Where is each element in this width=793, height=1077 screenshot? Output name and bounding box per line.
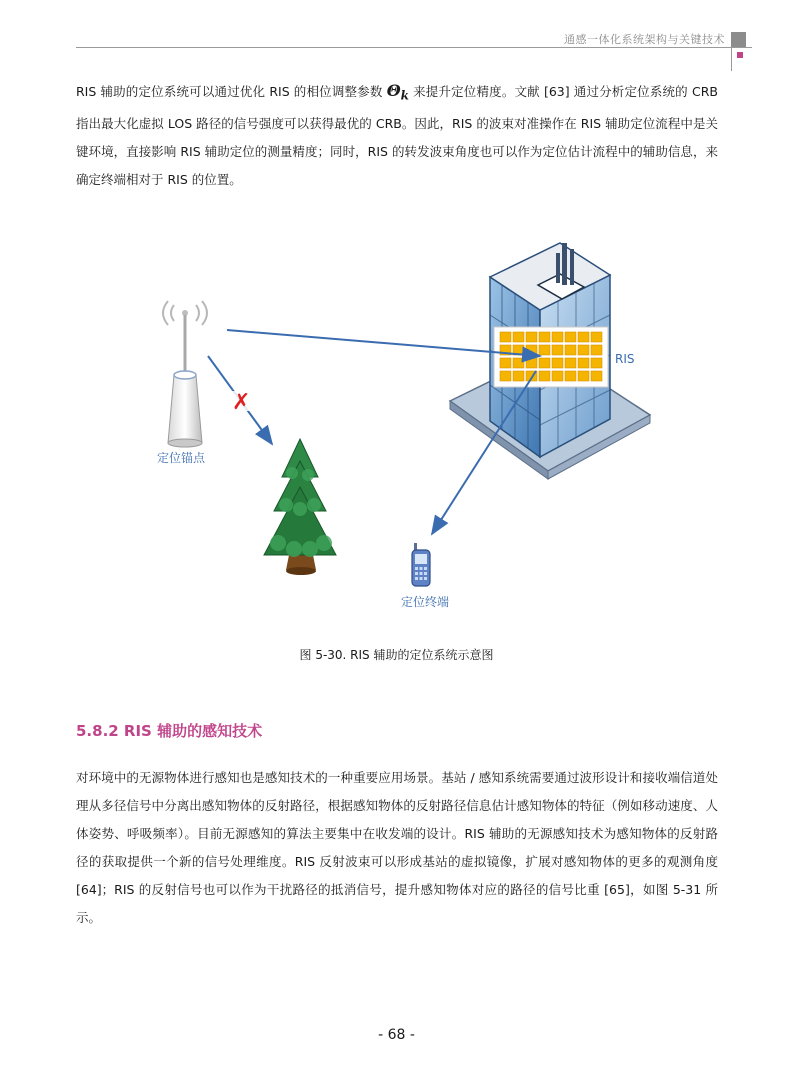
ris-label: RIS	[615, 352, 635, 366]
section-heading: 5.8.2 RIS 辅助的感知技术	[76, 722, 263, 740]
tree-icon	[264, 439, 336, 575]
figure-caption: 图 5-30. RIS 辅助的定位系统示意图	[299, 648, 494, 662]
phone-icon	[412, 543, 430, 586]
header-rule	[76, 47, 752, 48]
paragraph1-text-a: RIS 辅助的定位系统可以通过优化 RIS 的相位调整参数	[76, 84, 383, 99]
blocked-mark: ✗	[232, 390, 251, 415]
header-vertical-rule	[731, 47, 732, 71]
blocked-mark-icon	[230, 390, 252, 415]
theta-symbol: Θ	[386, 81, 401, 100]
header-accent-square	[737, 52, 743, 58]
anchor-icon	[163, 301, 207, 447]
theta-subscript: k	[400, 88, 409, 103]
page-number: - 68 -	[378, 1027, 415, 1043]
ris-panel	[494, 327, 608, 387]
header-gray-block	[731, 32, 746, 47]
paragraph1-text-b: 来提升定位精度。文献 [63] 通过分析定位系统的 CRB 指出最大化虚拟 LOS 路径的信号强度可以获得最优的 CRB。因此，RIS 的波束对准操作在 RIS 辅助定位流程中是关键环境，直接影响 RIS 辅助定位的测量精度；同时，RIS 的转发波束角度也可以作为定位估计流程中的辅助信息，来确定终端相对于 RIS 的位置。	[76, 84, 718, 187]
ris-positioning-diagram	[140, 225, 660, 625]
paragraph-ris-sensing: 对环境中的无源物体进行感知也是感知技术的一种重要应用场景。基站 / 感知系统需要通过波形设计和接收端信道处理从多径信号中分离出感知物体的反射路径，根据感知物体的反射路径信息估计感知物体的特征（例如移动速度、人体姿势、呼吸频率）。目前无源感知的算法主要集中在收发端的设计。RIS 辅助的无源感知技术为感知物体的反射路径的获取提供一个新的信号处理维度。RIS 反射波束可以形成基站的虚拟镜像，扩展对感知物体的更多的观测角度 [64]；RIS 的反射信号也可以作为干扰路径的抵消信号，提升感知物体对应的路径的信号比重 [65]，如图 5-31 所示。	[76, 770, 718, 925]
terminal-label: 定位终端	[401, 595, 450, 609]
running-header-title: 通感一体化系统架构与关键技术	[564, 33, 725, 46]
paragraph-ris-positioning	[76, 77, 718, 194]
anchor-label: 定位锚点	[157, 451, 206, 465]
